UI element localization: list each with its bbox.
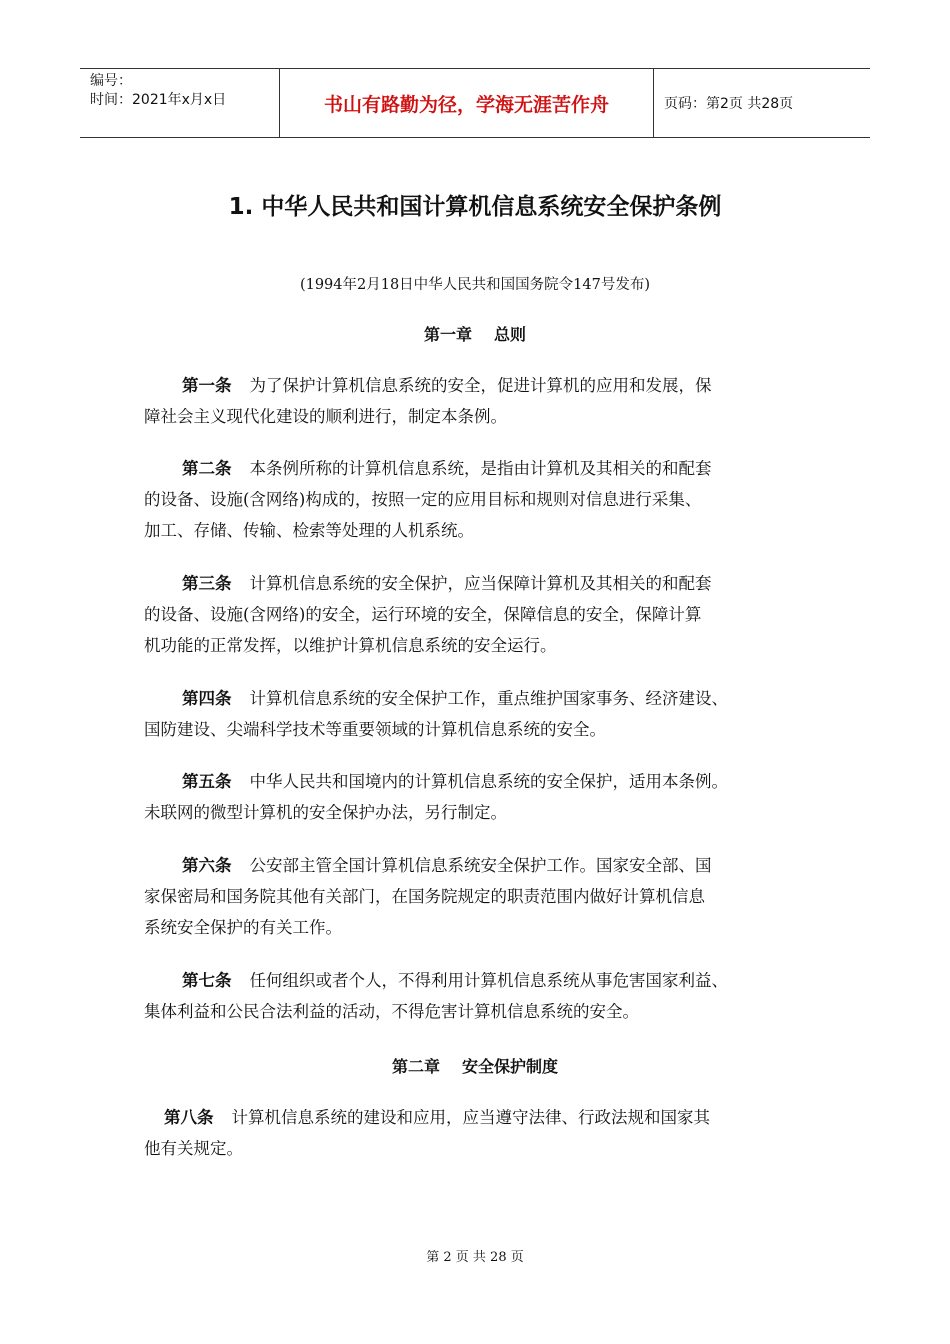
chapter-number: 第二章 [391,1057,440,1076]
page-header [80,68,870,138]
document-title: 1. 中华人民共和国计算机信息系统安全保护条例 [228,194,722,220]
article-8 [144,1102,808,1164]
header-motto: 书山有路勤为径，学海无涯苦作舟 [280,69,654,137]
article-6 [144,850,808,943]
article-text: 的设备、设施(含网络)构成的，按照一定的应用目标和规则对信息进行采集、 [144,490,702,509]
article-text: 集体利益和公民合法利益的活动，不得危害计算机信息系统的安全。 [144,1002,639,1021]
article-text: 计算机信息系统的建设和应用，应当遵守法律、行政法规和国家其 [231,1108,710,1127]
header-page-info: 页码：第2页 共28页 [664,96,794,112]
doc-number-label: 编号： [90,73,132,89]
chapter-name: 总则 [494,325,527,344]
article-text: 任何组织或者个人，不得利用计算机信息系统从事危害国家利益、 [249,971,728,990]
article-text: 家保密局和国务院其他有关部门，在国务院规定的职责范围内做好计算机信息 [144,887,705,906]
article-text: 计算机信息系统的安全保护工作，重点维护国家事务、经济建设、 [249,689,728,708]
article-number: 第六条 [182,856,232,875]
article-5 [144,766,808,828]
document-subtitle: (1994年2月18日中华人民共和国国务院令147号发布) [299,277,651,293]
page-footer: 第 2 页 共 28 页 [426,1250,524,1265]
chapter-heading [0,322,950,345]
article-text: 系统安全保护的有关工作。 [144,918,342,937]
article-number: 第一条 [182,376,232,395]
article-text: 中华人民共和国境内的计算机信息系统的安全保护，适用本条例。 [249,772,728,791]
article-3 [144,568,808,661]
chapter-heading [0,1054,950,1077]
header-meta [80,69,280,137]
article-text: 公安部主管全国计算机信息系统安全保护工作。国家安全部、国 [249,856,712,875]
article-text: 计算机信息系统的安全保护，应当保障计算机及其相关的和配套 [249,574,712,593]
article-text: 国防建设、尖端科学技术等重要领域的计算机信息系统的安全。 [144,720,606,739]
article-number: 第二条 [182,459,232,478]
article-text: 机功能的正常发挥，以维护计算机信息系统的安全运行。 [144,636,557,655]
article-7 [144,965,808,1027]
article-number: 第四条 [182,689,232,708]
doc-time-label: 时间：2021年x月x日 [90,92,227,108]
article-number: 第三条 [182,574,232,593]
article-number: 第八条 [164,1108,214,1127]
article-text: 的设备、设施(含网络)的安全，运行环境的安全，保障信息的安全，保障计算 [144,605,702,624]
article-text: 为了保护计算机信息系统的安全，促进计算机的应用和发展，保 [249,376,712,395]
article-1 [144,370,808,432]
chapter-name: 安全保护制度 [462,1057,559,1076]
article-number: 第七条 [182,971,232,990]
article-2 [144,453,808,546]
article-text: 加工、存储、传输、检索等处理的人机系统。 [144,521,474,540]
article-text: 他有关规定。 [144,1139,243,1158]
article-number: 第五条 [182,772,232,791]
article-text: 障社会主义现代化建设的顺利进行，制定本条例。 [144,407,507,426]
chapter-number: 第一章 [423,325,472,344]
article-4 [144,683,808,745]
article-text: 本条例所称的计算机信息系统，是指由计算机及其相关的和配套 [249,459,712,478]
article-text: 未联网的微型计算机的安全保护办法，另行制定。 [144,803,507,822]
